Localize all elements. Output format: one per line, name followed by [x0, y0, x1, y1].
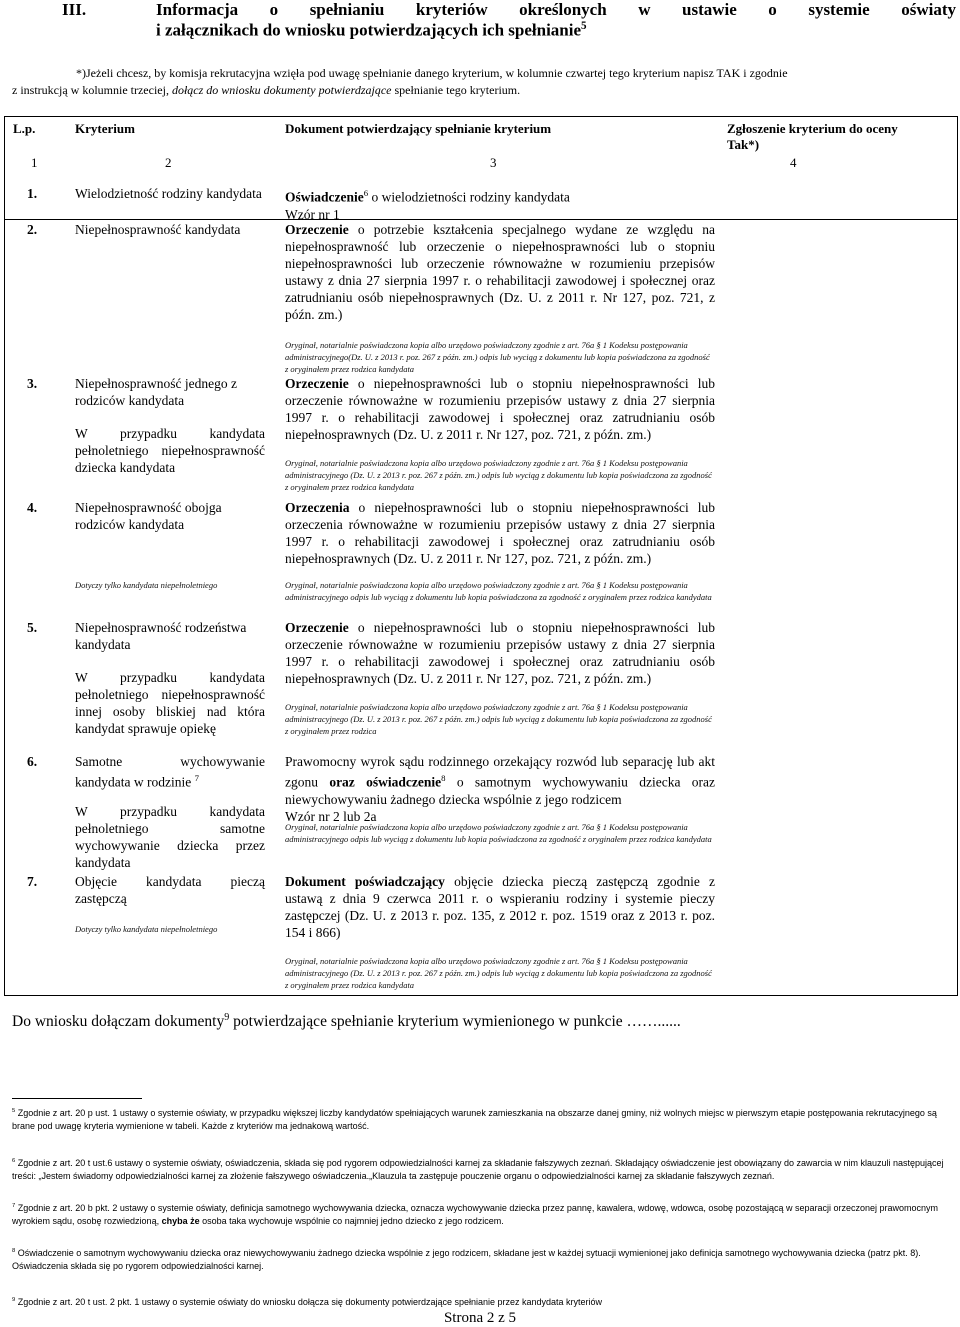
row-4-document: Orzeczenia o niepełnosprawności lub o stopniu niepełnosprawności lub orzeczenia równoważne w rozumieniu przepisów ustawy z dnia 27 sierpnia 1997 r. o rehabilitacji zawodowej i społecznej oraz zatrudnianiu osób niepełnosprawnych (Dz. U. z 2011 r. Nr 127, poz. 721, z późn. zm.)	[285, 500, 715, 566]
header-dokument: Dokument potwierdzający spełnianie kryterium	[285, 121, 552, 136]
footnote-7: $^7$ Zgodnie z art. 20 b pkt. 2 ustawy o systemie oświaty, definicja samotnego wychowywania dziecka, oznacza wychowywanie dziecka przez pannę, kawalera, wdowę, wdowca, osobę pozostającą w separacji orzeczonej prawomocnym wyrokiem sądu, osobę rozwiedzioną, chyba że osoba taka wychowuje wspólnie co najmniej jedno dziecko z jego rodzicem.	[12, 1203, 939, 1226]
row-3-document: Orzeczenie o niepełnosprawności lub o stopniu niepełnosprawności lub orzeczenie równoważne w rozumieniu przepisów ustawy z dnia 27 sierpnia 1997 r. o rehabilitacji zawodowej i społecznej oraz zatrudnianiu osób niepełnosprawnych (Dz. U. z 2011 r. Nr 127, poz. 721, z późn. zm.)	[285, 376, 715, 442]
row-1-number: 1.	[27, 186, 38, 201]
row-6-note: Oryginał, notarialnie poświadczona kopia albo urzędowo poświadczony zgodnie z art. 76a § 1 Kodeksu postępowania administracyjnego odpis lub wyciąg z dokumentu lub kopia poświadczona za zgodność z oryginałem przez rodzica kandydata	[285, 822, 712, 844]
section-number: III.	[62, 0, 87, 19]
colnum-4: 4	[790, 155, 797, 170]
intro-line2: z instrukcją w kolumnie trzeciej, dołącz do wniosku dokumenty potwierdzające spełnianie tego kryterium.	[12, 83, 521, 97]
row-4-note: Oryginał, notarialnie poświadczona kopia albo urzędowo poświadczony zgodnie z art. 76a § 1 Kodeksu postępowania administracyjnego odpis lub wyciąg z dokumentu lub kopia poświadczona za zgodność z oryginałem przez rodzica kandydata	[285, 580, 712, 602]
row-6-number: 6.	[27, 754, 38, 769]
row-6-criterion: Samotne wychowywanie kandydata w rodzinie $^7$	[75, 754, 265, 790]
intro-text	[12, 65, 957, 99]
section-title-line1: Informacja o spełnianiu kryteriów określonych w ustawie o systemie oświaty	[156, 0, 956, 19]
row-4-number: 4.	[27, 500, 38, 515]
footnote-ref-5: 5	[581, 20, 587, 32]
header-zgloszenie: Zgłoszenie kryterium do oceny Tak*)	[727, 121, 898, 152]
row-4-criterion: Niepełnosprawność obojga rodziców kandydata	[75, 500, 222, 532]
colnum-3: 3	[490, 155, 497, 170]
footnote-9: $^9$ Zgodnie z art. 20 t ust. 2 pkt. 1 ustawy o systemie oświaty do wniosku dołącza się dokumenty potwierdzające spełnianie przez kandydata kryteriów	[12, 1297, 603, 1307]
row-4-criterion-note: Dotyczy tylko kandydata niepełnoletniego	[75, 580, 218, 590]
intro-line1: *)Jeżeli chcesz, by komisja rekrutacyjna wzięła pod uwagę spełnianie danego kryterium, w kolumnie czwartej tego kryterium napisz TAK i zgodnie	[76, 66, 788, 80]
row-2-note: Oryginał, notarialnie poświadczona kopia albo urzędowo poświadczony zgodnie z art. 76a § 1 Kodeksu postępowania administracyjnego(Dz. U. z 2013 r. poz. 267 z późn. zm.) odpis lub wyciąg z dokumentu lub kopia poświadczona za zgodność z oryginałem przez rodzica kandydata	[285, 340, 710, 374]
row-6-criterion-extra: W przypadku kandydata pełnoletniego samotne wychowywanie dziecka przez kandydata	[75, 804, 265, 870]
row-5-note: Oryginał, notarialnie poświadczona kopia albo urzędowo poświadczony zgodnie z art. 76a § 1 Kodeksu postępowania administracyjnego (Dz. U. z 2013 r. poz. 267 z późn. zm.) odpis lub wyciąg z dokumentu lub kopia poświadczona za zgodność z oryginałem przez rodzica	[285, 702, 712, 736]
colnum-2: 2	[165, 155, 172, 170]
row-1-criterion: Wielodzietność rodziny kandydata	[75, 186, 262, 201]
footnote-8: $^8$ Oświadczenie o samotnym wychowywaniu dziecka oraz niewychowywaniu żadnego dziecka wspólnie z jego rodzicem, składane jest w każdej sytuacji wymienionej jako definicja samotnego wychowywania dziecka (patrz pkt. 8). Oświadczenia składa się po rygorem odpowiedzialności karnej.	[12, 1248, 921, 1271]
header-lp: L.p.	[13, 121, 36, 136]
criteria-table	[4, 116, 958, 996]
row-2-number: 2.	[27, 222, 38, 237]
attachments-statement: Do wniosku dołączam dokumenty$^9$ potwierdzające spełnianie kryterium wymienionego w punkcie ……......	[12, 1012, 681, 1031]
colnum-1: 1	[31, 155, 38, 170]
row-7-criterion: Objęcie kandydata pieczą zastępczą	[75, 874, 265, 906]
row-2-document: Orzeczenie o potrzebie kształcenia specjalnego wydane ze względu na niepełnosprawność lub orzeczenie o niepełnosprawności lub o stopniu niepełnosprawności lub orzeczenie równoważne w rozumieniu przepisów ustawy z dnia 27 sierpnia 1997 r. o rehabilitacji zawodowej i społecznej oraz zatrudnianiu osób niepełnosprawnych (Dz. U. z 2011 r. Nr 127, poz. 721, z późn. zm.)	[285, 222, 715, 322]
row-divider	[5, 219, 957, 220]
row-1-document: Oświadczenie$^6$ o wielodzietności rodziny kandydata Wzór nr 1	[285, 188, 570, 222]
row-2-criterion: Niepełnosprawność kandydata	[75, 222, 241, 237]
row-5-criterion: Niepełnosprawność rodzeństwa kandydata	[75, 620, 247, 652]
row-5-document: Orzeczenie o niepełnosprawności lub o stopniu niepełnosprawności lub orzeczenie równoważne w rozumieniu przepisów ustawy z dnia 27 sierpnia 1997 r. o rehabilitacji zawodowej i społecznej oraz zatrudnianiu osób niepełnosprawnych (Dz. U. z 2011 r. Nr 127, poz. 721, z późn. zm.)	[285, 620, 715, 686]
footnote-separator	[12, 1098, 142, 1099]
row-5-number: 5.	[27, 620, 38, 635]
section-title-line2: i załącznikach do wniosku potwierdzających ich spełnianie$^5$	[156, 20, 587, 40]
footnote-6: $^6$ Zgodnie z art. 20 t ust.6 ustawy o systemie oświaty, oświadczenia, składa się pod rygorem odpowiedzialności karnej za składanie fałszywych zeznań. Składający oświadczenie jest obowiązany do zawarcia w nim klauzuli następującej treści: „Jestem świadomy odpowiedzialności karnej za złożenie fałszywego oświadczenia.„Klauzula ta zastępuje pouczenie organu o odpowiedzialności karnej za składanie fałszywych zeznań.	[12, 1158, 944, 1181]
row-7-note: Oryginał, notarialnie poświadczona kopia albo urzędowo poświadczony zgodnie z art. 76a § 1 Kodeksu postępowania administracyjnego (Dz. U. z 2013 r. poz. 267 z późn. zm.) odpis lub wyciąg z dokumentu lub kopia poświadczona za zgodność z oryginałem przez rodzica kandydata	[285, 956, 712, 990]
row-7-number: 7.	[27, 874, 38, 889]
row-5-criterion-extra: W przypadku kandydata pełnoletniego niepełnosprawność innej osoby bliskiej nad która kandydat sprawuje opiekę	[75, 670, 265, 736]
row-3-note: Oryginał, notarialnie poświadczona kopia albo urzędowo poświadczony zgodnie z art. 76a § 1 Kodeksu postępowania administracyjnego (Dz. U. z 2013 r. poz. 267 z późn. zm.) odpis lub wyciąg z dokumentu lub kopia poświadczona za zgodność z oryginałem przez rodzica kandydata	[285, 458, 712, 492]
page-number: Strona 2 z 5	[443, 1310, 517, 1326]
row-3-number: 3.	[27, 376, 38, 391]
row-3-criterion-extra: W przypadku kandydata pełnoletniego niepełnosprawność dziecka kandydata	[75, 426, 265, 475]
row-7-document: Dokument poświadczający objęcie dziecka pieczą zastępczą zgodnie z ustawą z dnia 9 czerwca 2011 r. o wspieraniu rodziny i systemie pieczy zastępczej (Dz. U. z 2013 r. poz. 135, z 2012 r. poz. 1519 oraz z 2013 r. poz. 154 i 866)	[285, 874, 715, 940]
row-3-criterion: Niepełnosprawność jednego z rodziców kandydata	[75, 376, 237, 408]
header-kryterium: Kryterium	[75, 121, 135, 136]
row-6-document: Prawomocny wyrok sądu rodzinnego orzekający rozwód lub separację lub akt zgonu oraz oświadczenie$^8$ o samotnym wychowywaniu dziecka oraz niewychowywaniu żadnego dziecka wspólnie z jego rodzicem Wzór nr 2 lub 2a	[285, 754, 715, 824]
row-7-criterion-note: Dotyczy tylko kandydata niepełnoletniego	[75, 924, 218, 934]
footnote-5: $^5$ Zgodnie z art. 20 p ust. 1 ustawy o systemie oświaty, w przypadku większej liczby kandydatów spełniających warunek zamieszkania na obszarze danej gminy, niż wolnych miejsc w pierwszym etapie postępowania rekrutacyjnego są brane pod uwagę kryteria wymienione w tabeli. Każde z kryteriów ma jednakową wartość.	[12, 1108, 937, 1131]
